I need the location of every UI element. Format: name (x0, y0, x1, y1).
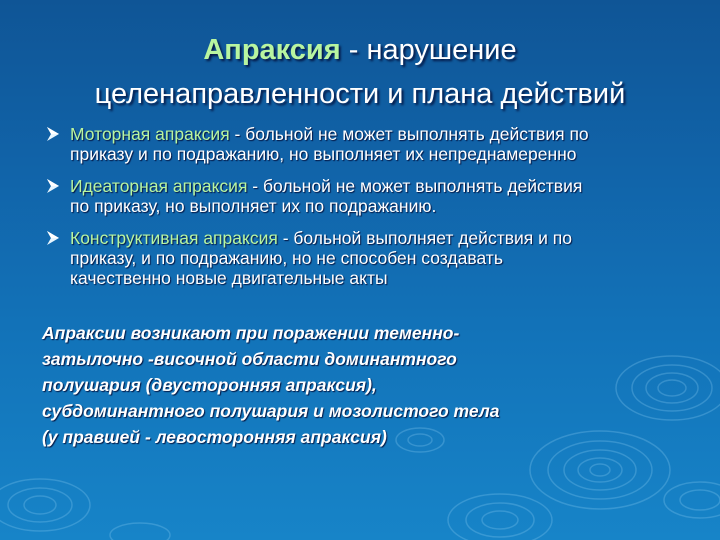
summary-line: субдоминантного полушария и мозолистого тела (42, 401, 500, 421)
summary-line: затылочно -височной области доминантного (42, 349, 457, 369)
arrowhead-bullet-icon (46, 126, 60, 142)
bullet-text: - больной не может выполнять действия (247, 176, 583, 196)
bullet-text: - больной не может выполнять действия по (229, 124, 589, 144)
bullet-item (46, 176, 686, 216)
title-term: Апраксия (203, 34, 341, 66)
arrowhead-bullet-icon (46, 230, 60, 246)
bullet-text: по приказу, но выполняет их по подражанию. (70, 196, 437, 216)
title-line-2: целенаправленности и плана действий (94, 78, 626, 110)
summary-line: (у правшей - левосторонняя апраксия) (42, 427, 387, 447)
summary-line: Апраксии возникают при поражении теменно- (42, 323, 460, 343)
bullet-text: качественно новые двигательные акты (70, 268, 388, 288)
summary-paragraph (42, 320, 682, 450)
title-line-1 (40, 28, 680, 72)
title-rest: - нарушение (340, 34, 517, 66)
bullet-text: - больной выполняет действия и по (277, 228, 572, 248)
slide-title (40, 28, 680, 116)
arrowhead-bullet-icon (46, 178, 60, 194)
bullet-text: приказу и по подражанию, но выполняет их непреднамеренно (70, 144, 577, 164)
bullet-list (46, 124, 686, 300)
bullet-item (46, 228, 686, 288)
bullet-term: Конструктивная апраксия (70, 228, 278, 248)
bullet-term: Идеаторная апраксия (70, 176, 248, 196)
summary-line: полушария (двусторонняя апраксия), (42, 375, 377, 395)
bullet-text: приказу, и по подражанию, но не способен создавать (70, 248, 503, 268)
bullet-item (46, 124, 686, 164)
bullet-term: Моторная апраксия (70, 124, 230, 144)
